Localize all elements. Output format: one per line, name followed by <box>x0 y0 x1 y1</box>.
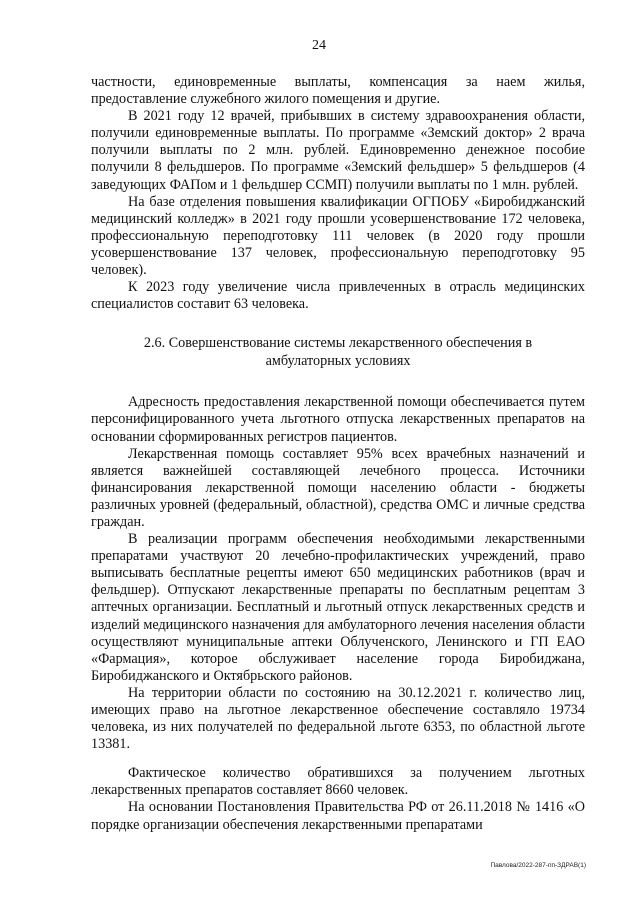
paragraph: Фактическое количество обратившихся за получением льготных лекарственных препаратов составляет 8660 человек. <box>91 765 585 799</box>
paragraph: частности, единовременные выплаты, компенсация за наем жилья, предоставление служебного жилого помещения и другие. <box>91 74 585 108</box>
paragraph: На базе отделения повышения квалификации ОГПОБУ «Биробиджанский медицинский колледж» в 2021 году прошли усовершенствование 172 человека, профессиональную переподготовку 111 человек (в 2020 году прошли усовершенствование 137 человек, профессиональную переподготовку 95 человек). <box>91 193 585 279</box>
paragraph: Лекарственная помощь составляет 95% всех врачебных назначений и является важнейшей составляющей лечебного процесса. Источники финансирования лекарственной помощи населению области - бюджеты различных уровней (федеральный, областной), средства ОМС и личные средства граждан. <box>91 445 585 530</box>
paragraph: К 2023 году увеличение числа привлеченных в отрасль медицинских специалистов составит 63 человека. <box>91 279 585 313</box>
paragraph: В реализации программ обеспечения необходимыми лекарственными препаратами участвуют 20 лечебно-профилактических учреждений, право выписывать бесплатные рецепты имеют 650 медицинских работников (врач и фельдшер). Отпускают лекарственные препараты по бесплатным рецептам 3 аптечных организации. Бесплатный и льготный отпуск лекарственных средств и изделий медицинского назначения для амбулаторного лечения населения области осуществляют муниципальные аптеки Облученского, Ленинского и ГП ЕАО «Фармация», которое обслуживает население города Биробиджана, Биробиджанского и Октябрьского районов. <box>91 531 585 684</box>
paragraph: На территории области по состоянию на 30.12.2021 г. количество лиц, имеющих право на льготное лекарственное обеспечение составляло 19734 человека, из них получателей по федеральной льготе 6353, по областной льготе 13381. <box>91 684 585 753</box>
paragraph: На основании Постановления Правительства РФ от 26.11.2018 № 1416 «О порядке организации обеспечения лекарственными препаратами <box>91 799 585 833</box>
page-number: 24 <box>312 38 326 53</box>
document-footer-code: Павлова/2022-287-пп-ЗДРАВ(1) <box>490 862 586 869</box>
section-heading: 2.6. Совершенствование системы лекарственного обеспечения в амбулаторных условиях <box>143 335 533 369</box>
paragraph: Адресность предоставления лекарственной помощи обеспечивается путем персонифицированного учета льготного отпуска лекарственных препаратов на основании сформированных регистров пациентов. <box>91 394 585 445</box>
paragraph: В 2021 году 12 врачей, прибывших в систему здравоохранения области, получили единовременные выплаты. По программе «Земский доктор» 2 врача получили выплаты по 2 млн. рублей. Единовременно денежное пособие получили 8 фельдшеров. По программе «Земский фельдшер» 5 фельдшеров (4 заведующих ФАПом и 1 фельдшер ССМП) получили выплаты по 1 млн. рублей. <box>91 108 585 193</box>
document-body <box>91 74 585 834</box>
